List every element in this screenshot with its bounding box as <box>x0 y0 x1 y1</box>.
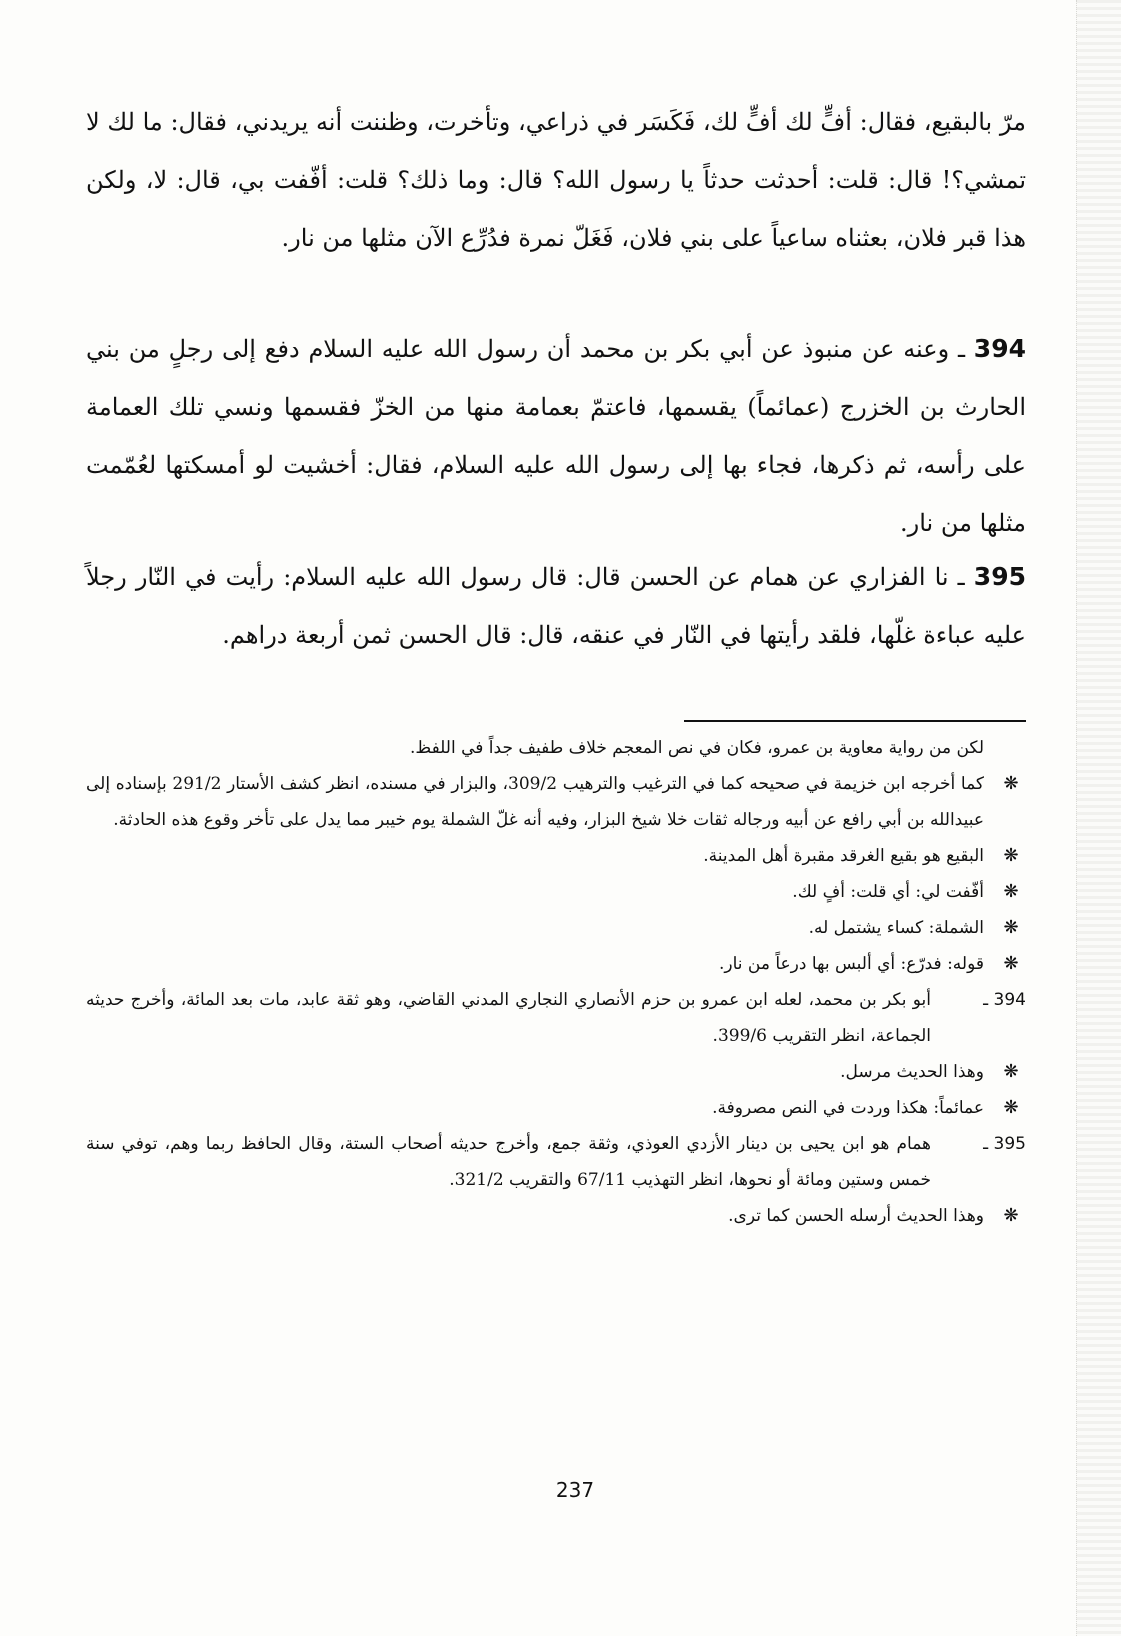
star-bullet-icon: ❋ <box>1003 917 1019 938</box>
intro-text: مرّ بالبقيع، فقال: أفٍّ لك أفٍّ لك، فَكَسَر في ذراعي، وتأخرت، وظننت أنه يريدني، فقال: ما لك لا تمشي؟! قال: قلت: أحدثت حدثاً يا رسول الله؟ قال: وما ذلك؟ قلت: أفّفت بي، قال: لا، ولكن هذا قبر فلان، بعثناه ساعياً على بني فلان، فَغَلّ نمرة فدُرِّع الآن مثلها من نار. <box>86 108 1026 252</box>
footnotes-section <box>86 730 1026 1234</box>
footnote-divider <box>684 720 1026 722</box>
footnote-394-text: أبو بكر بن محمد، لعله ابن عمرو بن حزم الأنصاري النجاري المدني القاضي، وهو ثقة عابد، مات بعد المائة، وأخرج حديثه الجماعة، انظر التقريب 399/6. <box>86 990 931 1046</box>
footnote-star-item <box>86 1054 1026 1090</box>
star-bullet-icon: ❋ <box>1003 953 1019 974</box>
footnote-star-item <box>86 1198 1026 1234</box>
star-bullet-icon: ❋ <box>1003 845 1019 866</box>
star-bullet-icon: ❋ <box>1003 881 1019 902</box>
footnote-text: كما أخرجه ابن خزيمة في صحيحه كما في الترغيب والترهيب 309/2، والبزار في مسنده، انظر كشف الأستار 291/2 بإسناده إلى عبيدالله بن أبي رافع عن أبيه ورجاله ثقات خلا شيخ البزار، وفيه أنه غلّ الشملة يوم خيبر مما يدل على تأخر وقوع هذه الحادثة. <box>86 774 985 830</box>
page-number: 237 <box>555 1478 595 1502</box>
hadith-395-paragraph <box>86 548 1026 664</box>
star-bullet-icon: ❋ <box>1003 1097 1019 1118</box>
star-bullet-icon: ❋ <box>1003 773 1019 794</box>
hadith-395-text: ـ نا الفزاري عن همام عن الحسن قال: قال رسول الله عليه السلام: رأيت في النّار رجلاً عليه عباءة غلّها، فلقد رأيتها في النّار في عنقه، قال: قال الحسن ثمن أربعة دراهم. <box>86 563 1026 649</box>
footnote-star-item <box>86 838 1026 874</box>
footnote-text: أفّفت لي: أي قلت: أفٍ لك. <box>792 882 984 902</box>
footnote-395 <box>86 1126 1026 1198</box>
footnote-number-395: 395 ـ <box>983 1134 1026 1154</box>
footnote-continuation: لكن من رواية معاوية بن عمرو، فكان في نص المعجم خلاف طفيف جداً في اللفظ. <box>410 738 984 758</box>
footnote-text: البقيع هو بقيع الغرقد مقبرة أهل المدينة. <box>703 846 984 866</box>
page-edge-shadow <box>1076 0 1121 1636</box>
footnote-number-394: 394 ـ <box>983 990 1026 1010</box>
footnote-star-item <box>86 910 1026 946</box>
star-bullet-icon: ❋ <box>1003 1205 1019 1226</box>
footnote-star-item <box>86 766 1026 838</box>
hadith-number-394: 394 <box>973 334 1026 363</box>
star-bullet-icon: ❋ <box>1003 1061 1019 1082</box>
footnote-star-item <box>86 1090 1026 1126</box>
hadith-394-paragraph <box>86 320 1026 552</box>
footnote-star-item <box>86 946 1026 982</box>
footnote-text: وهذا الحديث أرسله الحسن كما ترى. <box>728 1206 984 1226</box>
hadith-394-text: ـ وعنه عن منبوذ عن أبي بكر بن محمد أن رسول الله عليه السلام دفع إلى رجلٍ من بني الحارث بن الخزرج (عمائماً) يقسمها، فاعتمّ بعمامة منها من الخزّ فقسمها ونسي تلك العمامة على رأسه، ثم ذكرها، فجاء بها إلى رسول الله عليه السلام، فقال: أخشيت لو أمسكتها لعُمّمت مثلها من نار. <box>86 335 1026 537</box>
footnote-text: قوله: فدرّع: أي ألبس بها درعاً من نار. <box>718 954 984 974</box>
footnote-text: وهذا الحديث مرسل. <box>840 1062 984 1082</box>
footnote-text: الشملة: كساء يشتمل له. <box>808 918 984 938</box>
hadith-number-395: 395 <box>973 562 1026 591</box>
footnote-star-item <box>86 874 1026 910</box>
footnote-395-text: همام هو ابن يحيى بن دينار الأزدي العوذي، وثقة جمع، وأخرج حديثه أصحاب الستة، وقال الحافظ ربما وهم، توفي سنة خمس وستين ومائة أو نحوها، انظر التهذيب 67/11 والتقريب 321/2. <box>86 1134 931 1190</box>
footnote-394 <box>86 982 1026 1054</box>
footnote-text: عمائماً: هكذا وردت في النص مصروفة. <box>712 1098 984 1118</box>
hadith-intro-paragraph <box>86 93 1026 267</box>
